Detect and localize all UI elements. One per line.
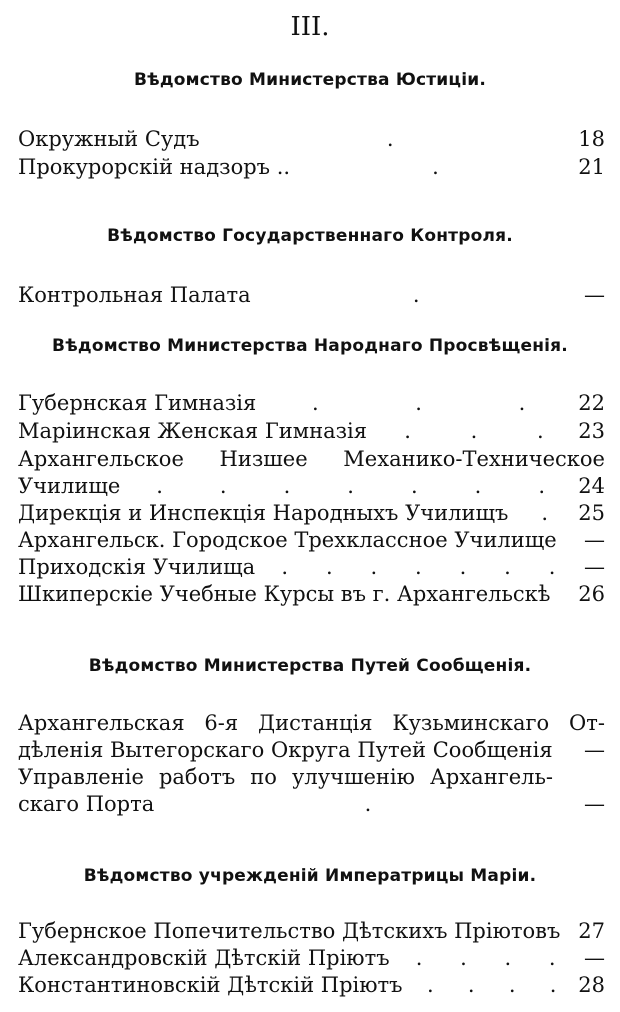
toc-entry	[18, 282, 605, 308]
toc-entry	[18, 972, 605, 998]
entry-page: 28	[578, 973, 605, 997]
toc-entry	[18, 418, 605, 444]
toc-entry	[18, 527, 605, 553]
entry-page: —	[584, 738, 605, 762]
entry-title: Дирекція и Инспекція Народныхъ Училищъ	[18, 501, 509, 525]
entry-page: 23	[578, 419, 605, 443]
entry-title-line: Архангельская 6-я Дистанція Кузьминскаго От-	[18, 711, 605, 735]
leader-dots: .	[432, 155, 439, 179]
toc-entry	[18, 500, 605, 526]
entry-title: дѣленія Вытегорскаго Округа Путей Сообщенія	[18, 738, 553, 762]
entry-page: 27	[578, 919, 605, 943]
entry-page: —	[584, 283, 605, 307]
entry-page: 26	[578, 582, 605, 606]
toc-entry	[18, 918, 605, 944]
entry-page: —	[584, 946, 605, 970]
entry-title-line: Управленіе работъ по улучшенію Архангель-	[18, 765, 553, 789]
section-heading-railways: Вѣдомство Министерства Путей Сообщенія.	[88, 656, 532, 676]
toc-entry	[18, 737, 605, 763]
toc-entry	[18, 154, 605, 180]
leader-dots: . . .	[311, 391, 526, 415]
leader-dots: .	[386, 127, 394, 151]
toc-entry	[18, 126, 605, 152]
section-heading-state-control: Вѣдомство Государственнаго Контроля.	[107, 226, 513, 246]
entry-title: Окружный Судъ	[18, 127, 200, 151]
entry-page: 22	[578, 391, 605, 415]
toc-entry	[18, 554, 605, 580]
entry-title: Константиновскій Дѣтскій Пріютъ	[18, 973, 403, 997]
toc-entry	[18, 473, 605, 499]
entry-page: 25	[578, 501, 605, 525]
entry-page: 18	[578, 127, 605, 151]
entry-page: —	[584, 528, 605, 552]
entry-page: —	[584, 555, 605, 579]
toc-entry	[18, 945, 605, 971]
entry-title: скаго Порта	[18, 792, 155, 816]
toc-entry	[18, 581, 605, 607]
section-heading-justice: Вѣдомство Министерства Юстиціи.	[133, 70, 487, 90]
entry-title: Приходскія Училища	[18, 555, 256, 579]
entry-title-line: Архангельское Низшее Механико-Техническое	[18, 447, 605, 471]
entry-page: 24	[578, 474, 605, 498]
entry-title: Контрольная Палата	[18, 283, 251, 307]
entry-title: Александровскій Дѣтскій Пріютъ	[18, 946, 390, 970]
leader-dots: .	[541, 501, 548, 525]
entry-title: Маріинская Женская Гимназія	[18, 419, 368, 443]
entry-title: Прокурорскій надзоръ ..	[18, 155, 291, 179]
leader-dots: .	[412, 283, 420, 307]
leader-dots: . . . . . . .	[156, 474, 546, 498]
leader-dots: . . . . . . .	[281, 555, 556, 579]
entry-title: Шкиперскіе Учебные Курсы въ г. Архангельскѣ	[18, 582, 551, 606]
entry-page: —	[584, 792, 605, 816]
entry-page: 21	[578, 155, 605, 179]
section-heading-empress-maria: Вѣдомство учрежденій Императрицы Маріи.	[83, 866, 537, 886]
entry-title: Архангельск. Городское Трехклассное Училище	[18, 528, 557, 552]
leader-dots: . . . .	[415, 946, 556, 970]
entry-title: Училище	[18, 474, 121, 498]
page-number: III.	[290, 12, 330, 42]
entry-title: Губернское Попечительство Дѣтскихъ Пріютовъ	[18, 919, 561, 943]
toc-entry	[18, 791, 605, 817]
entry-title: Губернская Гимназія	[18, 391, 257, 415]
toc-entry	[18, 390, 605, 416]
leader-dots: .	[364, 792, 372, 816]
leader-dots: . . . .	[426, 973, 557, 997]
section-heading-education: Вѣдомство Министерства Народнаго Просвѣщенія.	[52, 336, 568, 356]
leader-dots: . . .	[404, 419, 544, 443]
